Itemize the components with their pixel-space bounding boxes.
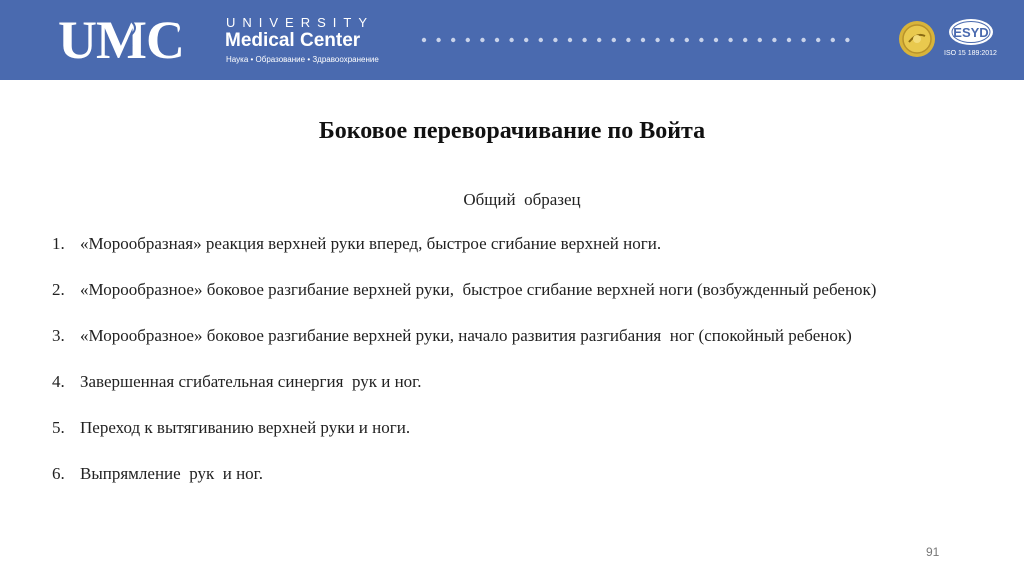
list-item-number: 5. xyxy=(52,418,65,437)
umc-logo xyxy=(58,12,218,64)
list-item xyxy=(52,280,876,326)
decorative-dot xyxy=(831,38,835,42)
svg-text:UMC: UMC xyxy=(58,12,184,64)
decorative-dot xyxy=(553,38,557,42)
iso-label: ISO 15 189:2012 xyxy=(944,50,997,57)
gold-seal-icon xyxy=(898,20,936,58)
list-item-text: Завершенная сгибательная синергия рук и ног. xyxy=(80,372,422,391)
list-item-text: Переход к вытягиванию верхней руки и ноги. xyxy=(80,418,411,437)
decorative-dot xyxy=(422,38,426,42)
decorative-dot xyxy=(641,38,645,42)
list-item xyxy=(52,372,876,418)
decorative-dot xyxy=(758,38,762,42)
list-item-number: 1. xyxy=(52,234,65,253)
list-item xyxy=(52,326,876,372)
list-item-text: Выпрямление рук и ног. xyxy=(80,464,263,483)
decorative-dot xyxy=(466,38,470,42)
list-item xyxy=(52,464,876,510)
esyd-logo xyxy=(947,17,995,47)
decorative-dots xyxy=(420,36,860,44)
list-item xyxy=(52,234,876,280)
list-item-number: 4. xyxy=(52,372,65,391)
decorative-dot xyxy=(772,38,776,42)
decorative-dot xyxy=(728,38,732,42)
decorative-dot xyxy=(670,38,674,42)
decorative-dot xyxy=(524,38,528,42)
decorative-dot xyxy=(743,38,747,42)
decorative-dot xyxy=(655,38,659,42)
decorative-dot xyxy=(699,38,703,42)
decorative-dot xyxy=(451,38,455,42)
decorative-dot xyxy=(714,38,718,42)
list-item xyxy=(52,418,876,464)
decorative-dot xyxy=(787,38,791,42)
decorative-dot xyxy=(685,38,689,42)
slide-subtitle: Общий образец xyxy=(463,190,581,209)
decorative-dot xyxy=(801,38,805,42)
list-item-number: 3. xyxy=(52,326,65,345)
esyd-text: ESYD xyxy=(953,25,989,40)
logo-tagline: Наука • Образование • Здравоохранение xyxy=(226,55,379,64)
decorative-dot xyxy=(509,38,513,42)
decorative-dot xyxy=(539,38,543,42)
decorative-dot xyxy=(582,38,586,42)
list-item-text: «Морообразное» боковое разгибание верхней руки, быстрое сгибание верхней ноги (возбужденный ребенок) xyxy=(80,280,877,299)
decorative-dot xyxy=(480,38,484,42)
numbered-list xyxy=(52,234,876,510)
logo-university-text: UNIVERSITY xyxy=(226,15,375,30)
header-band xyxy=(0,0,1024,80)
list-item-number: 2. xyxy=(52,280,65,299)
decorative-dot xyxy=(495,38,499,42)
page-number: 91 xyxy=(926,545,940,559)
list-item-number: 6. xyxy=(52,464,65,483)
logo-medical-center-text: Medical Center xyxy=(225,30,361,51)
list-item-text: «Морообразная» реакция верхней руки вперед, быстрое сгибание верхней ноги. xyxy=(80,234,662,253)
decorative-dot xyxy=(816,38,820,42)
decorative-dot xyxy=(626,38,630,42)
decorative-dot xyxy=(436,38,440,42)
decorative-dot xyxy=(568,38,572,42)
list-item-text: «Морообразное» боковое разгибание верхней руки, начало развития разгибания ног (спокойный ребенок) xyxy=(80,326,852,345)
slide-title: Боковое переворачивание по Войта xyxy=(318,118,706,144)
decorative-dot xyxy=(845,38,849,42)
decorative-dot xyxy=(597,38,601,42)
decorative-dot xyxy=(612,38,616,42)
